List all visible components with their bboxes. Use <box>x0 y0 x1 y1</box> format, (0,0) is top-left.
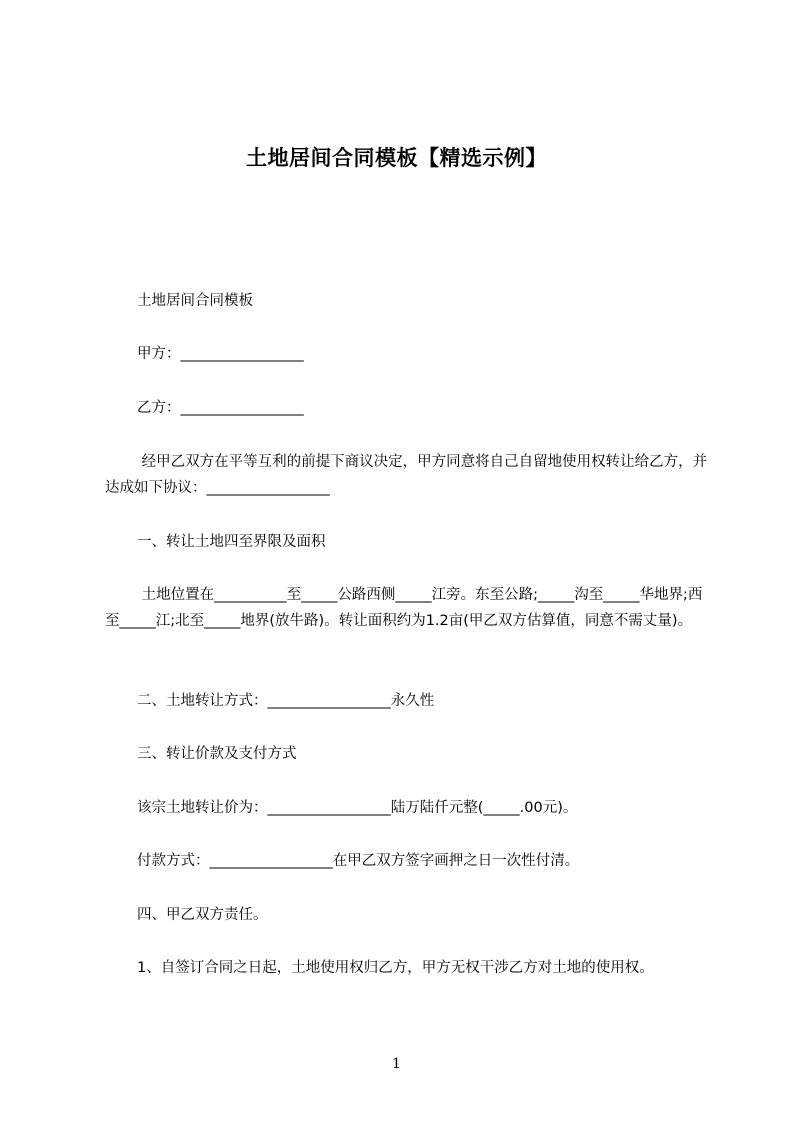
paragraph-party-b: 乙方：_________________ <box>137 400 304 416</box>
paragraph-payment-method: 付款方式：_________________在甲乙双方签字画押之日一次性付清。 <box>137 853 580 869</box>
paragraph-transfer-price: 该宗土地转让价为：_________________陆万陆仟元整(_____.00元)。 <box>137 800 578 816</box>
section-heading-land-boundaries: 一、转让土地四至界限及面积 <box>137 534 326 550</box>
paragraph-subtitle: 土地居间合同模板 <box>137 293 253 309</box>
page-number: 1 <box>392 1056 401 1072</box>
section-heading-price-payment: 三、转让价款及支付方式 <box>137 746 297 762</box>
section-heading-responsibilities: 四、甲乙双方责任。 <box>137 907 268 923</box>
paragraph-party-a: 甲方：_________________ <box>137 346 304 362</box>
section-heading-transfer-method: 二、土地转让方式：_________________永久性 <box>137 693 435 709</box>
paragraph-clause-1: 1、自签订合同之日起，土地使用权归乙方，甲方无权干涉乙方对土地的使用权。 <box>137 960 654 976</box>
paragraph-land-location: 土地位置在__________至_____公路西侧_____江旁。东至公路;_____沟至_____华地界;西至_____江;北至_____地界(放牛路)。转让面积约为1.2亩(甲乙双方估算值，同意不需丈量)。 <box>105 587 703 629</box>
paragraph-agreement-intro: 经甲乙双方在平等互利的前提下商议决定，甲方同意将自己自留地使用权转让给乙方，并达成如下协议：_________________ <box>105 454 708 496</box>
document-title: 土地居间合同模板【精选示例】 <box>246 146 547 170</box>
